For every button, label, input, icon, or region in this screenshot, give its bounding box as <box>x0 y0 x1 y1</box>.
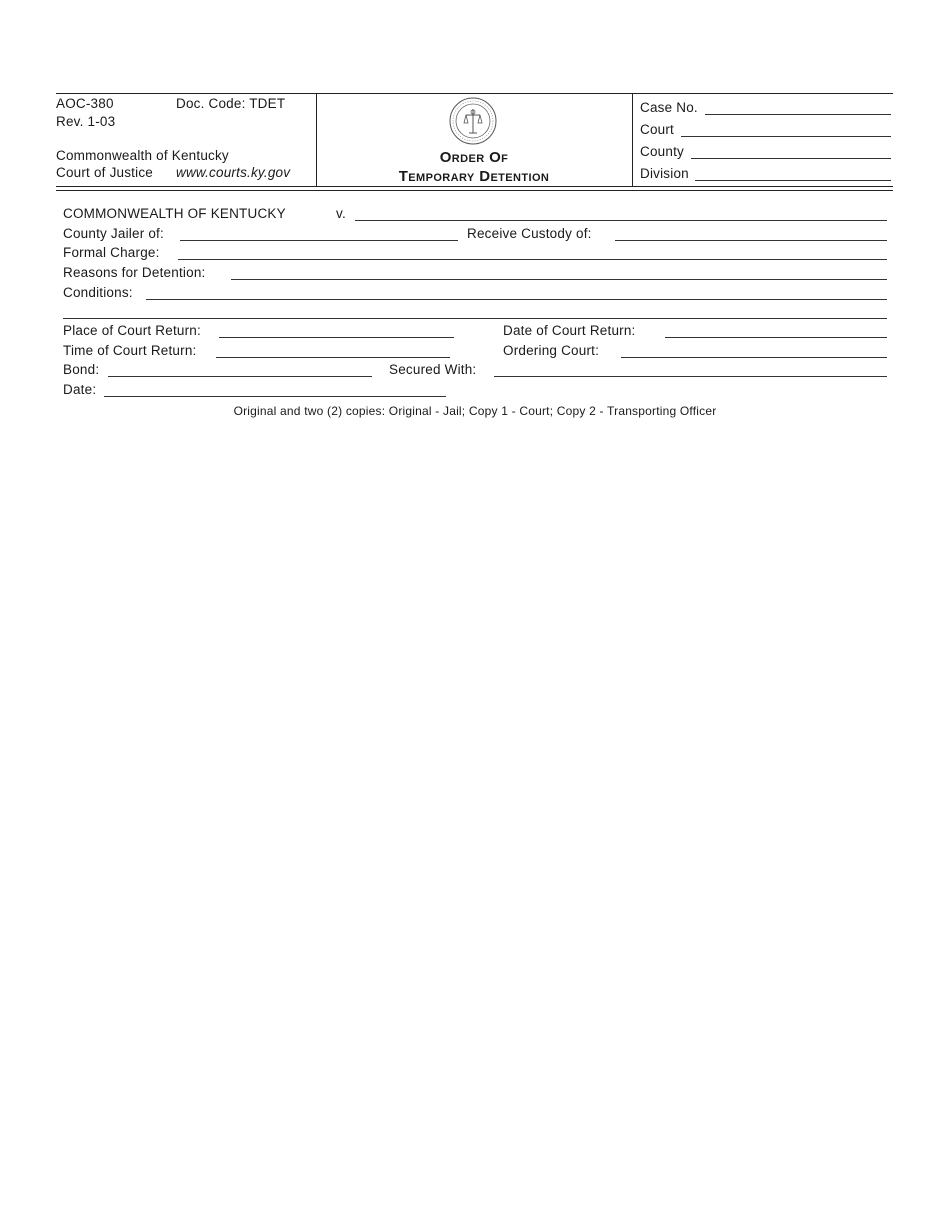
division-field[interactable] <box>695 180 891 181</box>
time-return-field[interactable] <box>216 357 450 358</box>
court-label: Court <box>640 122 675 137</box>
date-return-label: Date of Court Return: <box>503 323 636 338</box>
ordering-court-label: Ordering Court: <box>503 343 600 358</box>
form-title-line1: Order Of <box>439 149 509 166</box>
commonwealth-caption: COMMONWEALTH OF KENTUCKY <box>63 206 286 221</box>
ordering-court-field[interactable] <box>621 357 887 358</box>
reasons-field[interactable] <box>231 279 887 280</box>
distribution-note: Original and two (2) copies: Original - Jail; Copy 1 - Court; Copy 2 - Transporting Officer <box>233 404 717 418</box>
header-bottom-rule <box>56 186 893 187</box>
place-return-label: Place of Court Return: <box>63 323 201 338</box>
bond-field[interactable] <box>108 376 372 377</box>
bond-label: Bond: <box>63 362 100 377</box>
revision: Rev. 1-03 <box>56 114 116 129</box>
secured-with-label: Secured With: <box>389 362 477 377</box>
division-label: Division <box>640 166 689 181</box>
reasons-label: Reasons for Detention: <box>63 265 206 280</box>
header-bottom-rule-2 <box>56 190 893 191</box>
secured-with-field[interactable] <box>494 376 887 377</box>
doc-code: Doc. Code: TDET <box>176 96 286 111</box>
defendant-name-field[interactable] <box>355 220 887 221</box>
header-divider-right <box>632 94 633 186</box>
conditions-field[interactable] <box>146 299 887 300</box>
case-no-label: Case No. <box>640 100 698 115</box>
formal-charge-label: Formal Charge: <box>63 245 160 260</box>
formal-charge-field[interactable] <box>178 259 887 260</box>
receive-custody-field[interactable] <box>615 240 887 241</box>
kentucky-seal-icon <box>449 97 497 145</box>
section-divider-line <box>63 318 887 319</box>
header-top-rule <box>56 93 893 94</box>
form-number: AOC-380 <box>56 96 114 111</box>
county-jailer-field[interactable] <box>180 240 458 241</box>
county-jailer-label: County Jailer of: <box>63 226 164 241</box>
versus-label: v. <box>336 206 346 221</box>
time-return-label: Time of Court Return: <box>63 343 197 358</box>
court-field[interactable] <box>681 136 891 137</box>
state-name: Commonwealth of Kentucky <box>56 148 229 163</box>
form-title-line2: Temporary Detention <box>398 168 550 185</box>
court-of-justice: Court of Justice <box>56 165 153 180</box>
place-return-field[interactable] <box>219 337 454 338</box>
date-field[interactable] <box>104 396 446 397</box>
conditions-label: Conditions: <box>63 285 133 300</box>
date-return-field[interactable] <box>665 337 887 338</box>
website-link[interactable]: www.courts.ky.gov <box>176 165 291 180</box>
county-field[interactable] <box>691 158 891 159</box>
receive-custody-label: Receive Custody of: <box>467 226 592 241</box>
date-label: Date: <box>63 382 97 397</box>
case-no-field[interactable] <box>705 114 891 115</box>
county-label: County <box>640 144 684 159</box>
